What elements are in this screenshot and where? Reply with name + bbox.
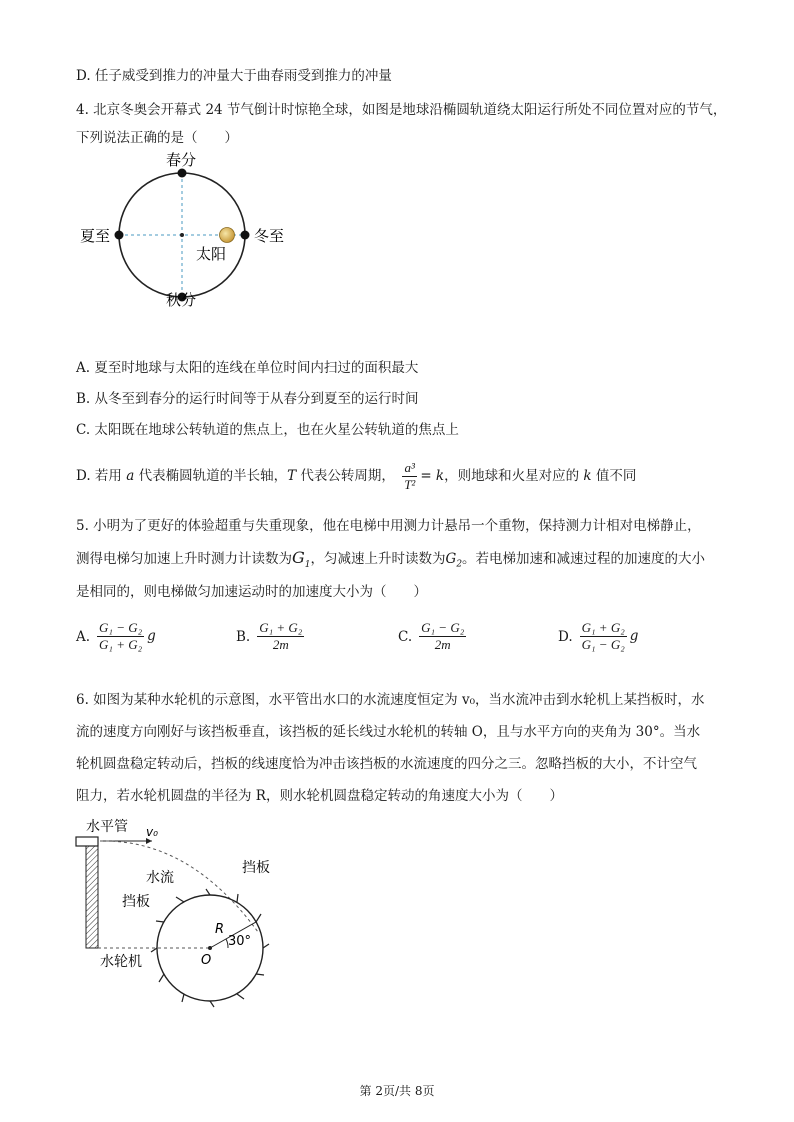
label-spring: 春分	[166, 152, 197, 169]
q5-line3: 是相同的，则电梯做匀加速运动时的加速度大小为（ ）	[76, 584, 427, 600]
q5-c-den: 2m	[434, 637, 451, 652]
blade-180	[151, 948, 157, 952]
label-flow: 水流	[146, 870, 174, 886]
q5-b-num: G₁ + G₂	[259, 620, 303, 635]
q5-G1: $G_1$	[292, 548, 311, 571]
q6-line4: 阻力，若水轮机圆盘的半径为 R，则水轮机圆盘稳定转动的角速度大小为（ ）	[76, 788, 563, 804]
q4-option-b: B. 从冬至到春分的运行时间等于从春分到夏至的运行时间	[76, 391, 419, 407]
label-turbine: 水轮机	[100, 954, 142, 970]
q5-b-den: 2m	[272, 637, 289, 652]
blade-240	[182, 994, 184, 1002]
blade-0	[263, 944, 269, 948]
label-baffle-right: 挡板	[242, 860, 270, 876]
label-winter: 冬至	[254, 227, 285, 245]
q5-option-a	[76, 620, 156, 653]
q4-d-T: T	[287, 468, 297, 484]
q5-line1: 5. 小明为了更好的体验超重与失重现象，他在电梯中用测力计悬吊一个重物，保持测力计相对电梯静止，	[76, 518, 701, 534]
blade-210	[159, 974, 164, 982]
q5-d-g: g	[629, 628, 639, 644]
q4-d-post1: ，则地球和火星对应的	[444, 468, 584, 484]
q5-G2: $G_2$	[445, 551, 463, 570]
q4-d-eq: = k	[420, 468, 445, 484]
q4-d-a: a	[126, 468, 135, 484]
q5-a-g: g	[147, 628, 156, 644]
q5-d-fraction	[580, 620, 627, 653]
label-summer: 夏至	[80, 227, 111, 245]
water-trajectory	[100, 841, 258, 932]
turbine-diagram	[70, 814, 300, 1014]
q5-d-den: G₁ − G₂	[581, 637, 625, 652]
q4-d-mid2: 代表公转周期，	[296, 468, 395, 484]
q4-option-a: A. 夏至时地球与太阳的连线在单位时间内扫过的面积最大	[76, 360, 419, 376]
blade-90	[206, 889, 210, 895]
q5-a-fraction	[97, 620, 144, 653]
q5-b-fraction	[257, 620, 304, 653]
q4-option-d	[76, 458, 636, 494]
label-R: R	[215, 922, 225, 937]
q5-line2-mid: ，匀减速上升时读数为	[310, 551, 446, 567]
label-sun: 太阳	[196, 245, 227, 263]
q5-line2	[76, 548, 705, 575]
earth-spring-dot	[178, 169, 187, 178]
q6-line3: 轮机圆盘稳定转动后，挡板的线速度恰为冲击该挡板的水流速度的四分之三。忽略挡板的大小，不计空气	[76, 756, 697, 772]
q5-option-b	[236, 620, 307, 653]
q5-c-fraction	[419, 620, 466, 653]
blade-270	[210, 1001, 214, 1007]
q4-d-pre: D. 若用	[76, 468, 127, 484]
label-O: O	[201, 953, 212, 968]
kepler-fraction	[402, 460, 417, 493]
label-v0: v₀	[146, 825, 158, 839]
blade-300	[237, 994, 244, 999]
blade-150	[156, 921, 164, 922]
axis-O-dot	[208, 946, 212, 950]
q5-line2-pre: 测得电梯匀加速上升时测力计读数为	[76, 551, 292, 567]
q4-option-c: C. 太阳既在地球公转轨道的焦点上，也在火星公转轨道的焦点上	[76, 422, 459, 438]
label-baffle-left: 挡板	[122, 894, 150, 910]
q5-a-label: A.	[76, 628, 91, 645]
label-autumn: 秋分	[166, 291, 197, 309]
label-pipe: 水平管	[86, 819, 128, 835]
support-wall	[86, 842, 98, 948]
q4-stem-line2: 下列说法正确的是（ ）	[76, 130, 238, 146]
q5-option-c	[398, 620, 469, 653]
q5-c-num: G₁ − G₂	[421, 620, 465, 635]
center-dot	[180, 233, 184, 237]
label-angle: 30°	[228, 934, 252, 949]
blade-30	[256, 914, 261, 922]
kepler-denominator: T²	[404, 477, 416, 492]
earth-winter-dot	[241, 231, 250, 240]
q5-a-num: G₁ − G₂	[99, 620, 143, 635]
earth-summer-dot	[115, 231, 124, 240]
q5-option-d	[558, 620, 638, 653]
horizontal-pipe	[76, 837, 98, 846]
q4-d-mid1: 代表椭圆轨道的半长轴，	[134, 468, 288, 484]
q5-d-label: D.	[558, 628, 573, 645]
blade-330	[256, 974, 264, 975]
sun-icon	[220, 228, 235, 243]
q5-line2-post: 。若电梯加速和减速过程的加速度的大小	[462, 551, 706, 567]
q6-line1: 6. 如图为某种水轮机的示意图，水平管出水口的水流速度恒定为 v₀，当水流冲击到水轮机上某挡板时，水	[76, 692, 705, 708]
q3-option-d: D. 任子威受到推力的冲量大于曲春雨受到推力的冲量	[76, 68, 392, 84]
blade-60	[237, 894, 238, 902]
blade-120	[176, 897, 184, 902]
q6-line2: 流的速度方向刚好与该挡板垂直，该挡板的延长线过水轮机的转轴 O，且与水平方向的夹角为 30°。当水	[76, 724, 701, 740]
q4-d-k: k	[583, 468, 592, 484]
page-footer: 第 2页/共 8页	[359, 1084, 435, 1098]
q5-G1-letter: G	[292, 548, 305, 567]
kepler-numerator: a³	[402, 460, 417, 477]
q5-d-num: G₁ + G₂	[581, 620, 625, 635]
q5-a-den: G₁ + G₂	[99, 637, 143, 652]
q5-G2-letter: G	[445, 551, 457, 567]
q5-b-label: B.	[236, 628, 251, 645]
orbit-diagram	[76, 152, 306, 312]
q5-c-label: C.	[398, 628, 413, 645]
q4-stem-line1: 4. 北京冬奥会开幕式 24 节气倒计时惊艳全球，如图是地球沿椭圆轨道绕太阳运行所处不同位置对应的节气，	[76, 102, 727, 118]
q4-d-post2: 值不同	[591, 468, 637, 484]
